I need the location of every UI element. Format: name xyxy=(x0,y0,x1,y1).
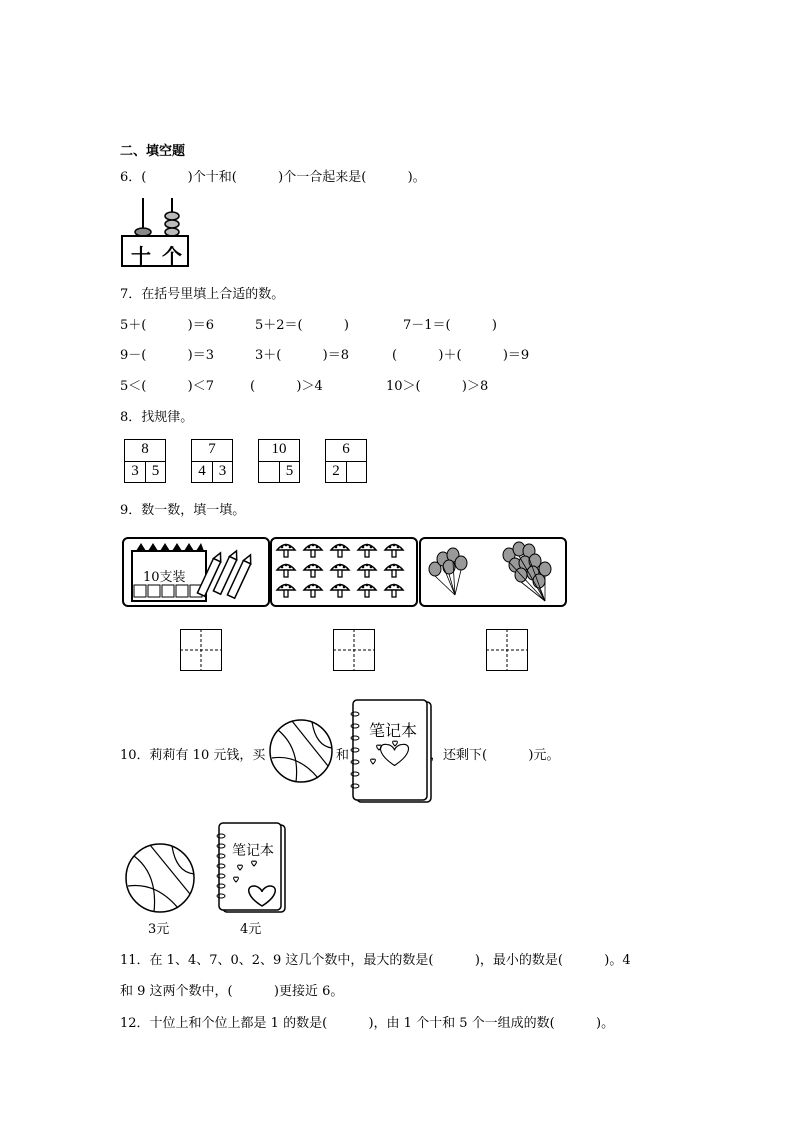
mushroom-icon xyxy=(330,581,350,599)
abacus-ones-label: 个 xyxy=(162,244,182,268)
pattern-box-2-right xyxy=(212,461,233,483)
q7-r2-c1: 9－( )＝3 xyxy=(120,348,215,363)
pattern-box-4-top-value: 6 xyxy=(342,441,350,457)
q10-text-b: 和 xyxy=(336,748,350,763)
q7-r2-c2: 3＋( )＝8 xyxy=(255,348,350,363)
q10-text-a: 10．莉莉有 10 元钱，买 xyxy=(120,748,266,763)
pattern-box-1-top xyxy=(124,439,166,462)
pattern-box-1-left-value: 3 xyxy=(131,463,139,479)
pattern-box-3-right xyxy=(279,461,300,483)
pattern-box-3-left xyxy=(258,461,280,483)
mushroom-icon xyxy=(330,561,350,579)
pattern-box-4-left xyxy=(325,461,347,483)
mushroom-icon xyxy=(384,581,404,599)
mushroom-icon xyxy=(357,581,377,599)
pattern-box-3-top-value: 10 xyxy=(271,441,287,457)
section-title: 二、填空题 xyxy=(120,144,186,159)
q11-line2: 和 9 这两个数中，( )更接近 6。 xyxy=(120,984,344,999)
q12-text: 12．十位上和个位上都是 1 的数是( )，由 1 个十和 5 个一组成的数( )。 xyxy=(120,1016,615,1031)
mushroom-icon xyxy=(303,541,323,559)
q10-text-c: ，还剩下( )元。 xyxy=(430,748,560,763)
q9-prompt: 9．数一数，填一填。 xyxy=(120,503,246,518)
crayon-box-label: 10支装 xyxy=(143,570,186,585)
pattern-box-4-left-value: 2 xyxy=(332,463,340,479)
q6-text: 6．( )个十和( )个一合起来是( )。 xyxy=(120,170,426,185)
pattern-box-4-top xyxy=(325,439,367,462)
q7-r3-c2: ( )＞4 xyxy=(250,379,323,394)
answer-box-2[interactable] xyxy=(333,629,375,671)
notebook-price: 4元 xyxy=(240,922,262,937)
pattern-box-4-right xyxy=(346,461,367,483)
q7-r3-c1: 5＜( )＜7 xyxy=(120,379,215,394)
ball-price: 3元 xyxy=(148,922,170,937)
q7-prompt: 7．在括号里填上合适的数。 xyxy=(120,287,285,302)
balloon-illustration xyxy=(421,539,563,603)
q7-r1-c2: 5＋2＝( ) xyxy=(255,318,350,333)
mushroom-icon xyxy=(357,561,377,579)
q7-r1-c3: 7－1＝( ) xyxy=(403,318,498,333)
mushroom-icon xyxy=(384,541,404,559)
mushroom-icon xyxy=(276,561,296,579)
mushroom-icon xyxy=(276,541,296,559)
pattern-box-1-right xyxy=(145,461,166,483)
ball-price-icon xyxy=(124,842,196,914)
answer-box-3[interactable] xyxy=(486,629,528,671)
notebook-icon xyxy=(349,698,433,804)
ball-icon xyxy=(268,718,334,784)
notebook-price-icon xyxy=(216,822,286,914)
pattern-box-3-top xyxy=(258,439,300,462)
notebook-price-title: 笔记本 xyxy=(232,843,274,859)
pattern-box-2-left xyxy=(191,461,213,483)
pattern-box-2-right-value: 3 xyxy=(218,463,227,479)
q7-r3-c3: 10＞( )＞8 xyxy=(386,379,489,394)
mushroom-icon xyxy=(384,561,404,579)
answer-box-1[interactable] xyxy=(180,629,222,671)
pattern-box-3-right-value: 5 xyxy=(285,463,294,479)
mushroom-icon xyxy=(303,581,323,599)
q7-r2-c3: ( )＋( )＝9 xyxy=(392,348,530,363)
mushroom-icon xyxy=(303,561,323,579)
q11-line1: 11．在 1、4、7、0、2、9 这几个数中，最大的数是( )，最小的数是( )。4 xyxy=(120,953,631,968)
notebook-title: 笔记本 xyxy=(369,721,418,740)
q8-prompt: 8．找规律。 xyxy=(120,410,194,425)
q7-r1-c1: 5＋( )＝6 xyxy=(120,318,215,333)
pattern-box-1-left xyxy=(124,461,146,483)
pattern-box-2-top xyxy=(191,439,233,462)
abacus-tens-label: 十 xyxy=(131,244,151,268)
mushroom-icon xyxy=(357,541,377,559)
pattern-box-2-top-value: 7 xyxy=(208,441,216,457)
pattern-box-2-left-value: 4 xyxy=(198,463,206,479)
mushroom-icon xyxy=(276,581,296,599)
pattern-box-1-top-value: 8 xyxy=(141,441,149,457)
pattern-box-1-right-value: 5 xyxy=(151,463,160,479)
mushroom-icon xyxy=(330,541,350,559)
